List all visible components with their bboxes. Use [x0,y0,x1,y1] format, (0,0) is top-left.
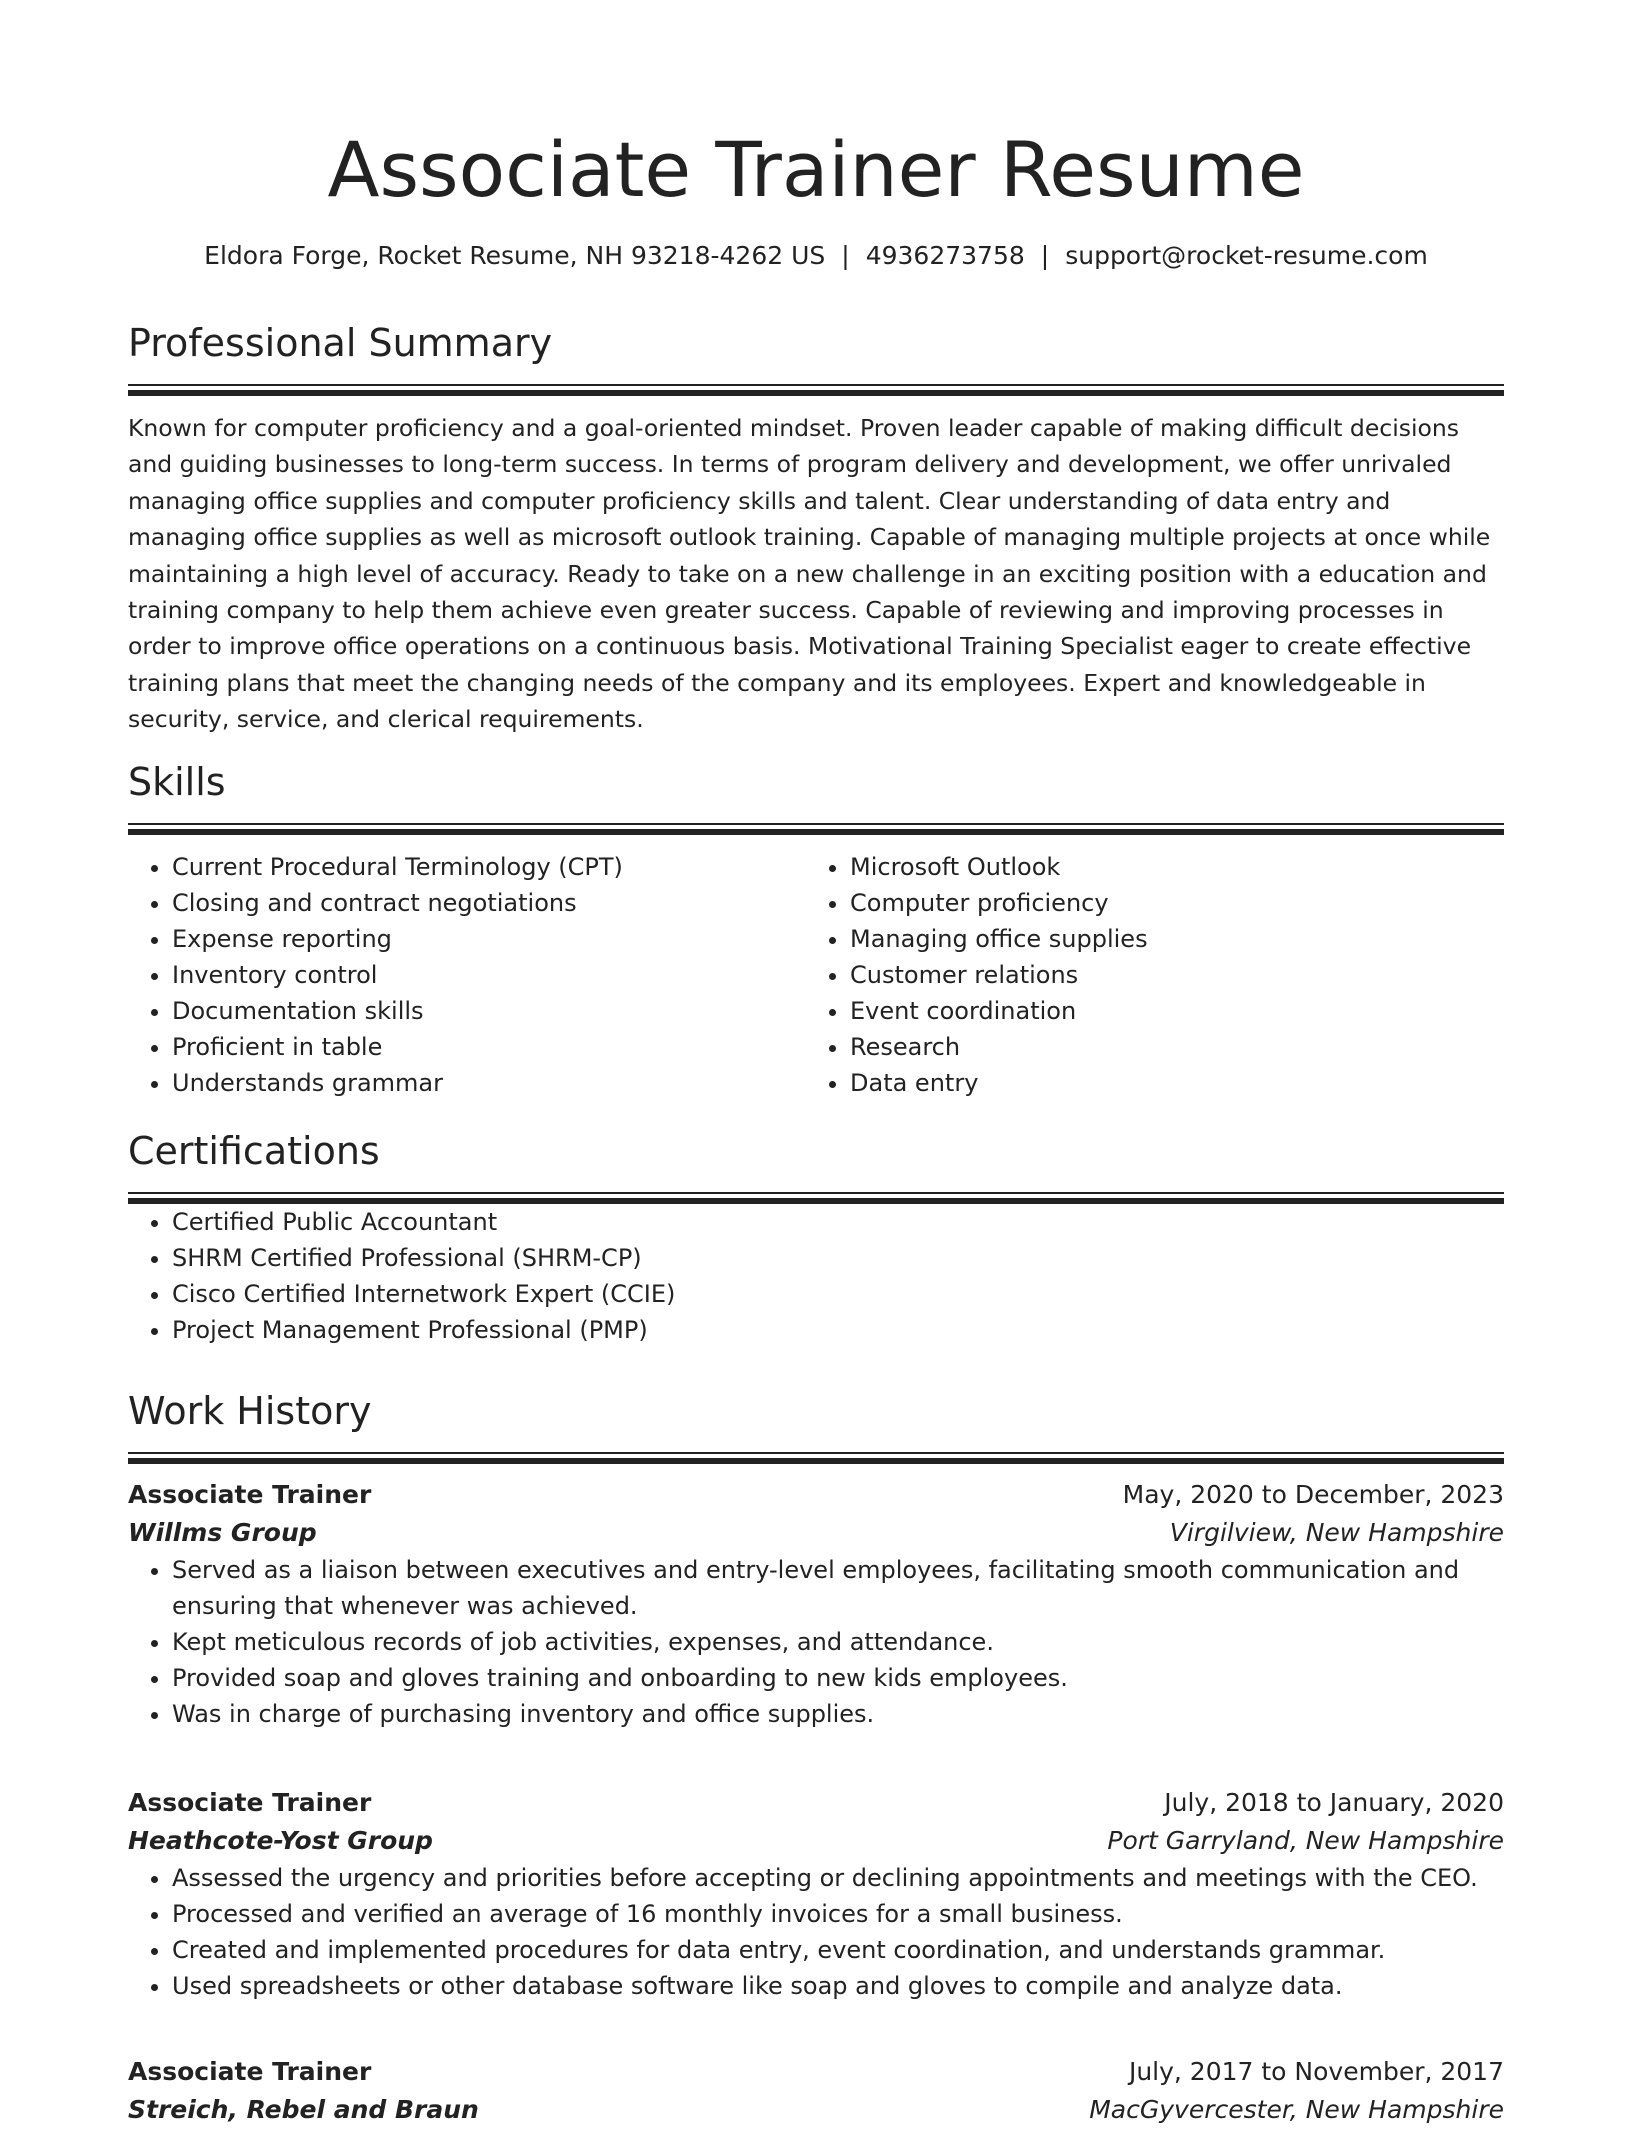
contact-separator: | [1040,241,1050,270]
skill-left-item: • Understands grammar [172,1065,806,1101]
work-history-heading: Work History [128,1389,372,1433]
skill-right-item: • Customer relations [850,957,1484,993]
contact-separator: | [841,241,850,270]
job-dates: July, 2018 to January, 2020 [1164,1788,1504,1817]
job-bullets [128,1860,1504,2004]
skill-left-item: • Closing and contract negotiations [172,885,806,921]
job-bullet-item: • Processed and verified an average of 16 monthly invoices for a small business. [172,1896,1504,1932]
certifications-heading: Certifications [128,1129,380,1173]
skills-list-right [806,849,1484,1101]
work-history-section [128,1386,1504,1464]
certifications-list [128,1204,1504,1348]
page-title: Associate Trainer Resume [327,125,1305,214]
job-bullet-item: • Served as a liaison between executives and entry-level employees, facilitating smooth communication and ensuring that whenever was achieved. [172,1552,1504,1624]
skill-left-item: • Documentation skills [172,993,806,1029]
job-bullet-item: • Provided soap and gloves training and onboarding to new kids employees. [172,1660,1504,1696]
job-location: Virgilview, New Hampshire [1169,1518,1504,1547]
job-header-row [128,1784,1504,1822]
section-divider [128,823,1504,835]
job-entry [128,2053,1504,2129]
job-company: Streich, Rebel and Braun [128,2095,479,2124]
skills-list-left [128,849,806,1101]
skill-right-item: • Data entry [850,1065,1484,1101]
job-company-row [128,2091,1504,2129]
job-company: Willms Group [128,1518,317,1547]
skill-left-item: • Proficient in table [172,1029,806,1065]
job-dates: May, 2020 to December, 2023 [1122,1480,1504,1509]
contact-email: support@rocket-resume.com [1065,241,1428,270]
job-title: Associate Trainer [128,1480,372,1509]
skill-right-item: • Managing office supplies [850,921,1484,957]
job-title: Associate Trainer [128,1788,372,1817]
job-dates: July, 2017 to November, 2017 [1128,2057,1504,2086]
skill-right-item: • Computer proficiency [850,885,1484,921]
job-title: Associate Trainer [128,2057,372,2086]
job-header-row [128,1476,1504,1514]
job-header-row [128,2053,1504,2091]
skill-left-item: • Inventory control [172,957,806,993]
job-location: MacGyvercester, New Hampshire [1089,2095,1504,2124]
certification-item: • Cisco Certified Internetwork Expert (CCIE) [172,1276,1504,1312]
job-company-row [128,1514,1504,1552]
job-company-row [128,1822,1504,1860]
skill-right-item: • Event coordination [850,993,1484,1029]
section-divider [128,1192,1504,1204]
skills-column-left [128,849,806,1101]
skill-left-item: • Current Procedural Terminology (CPT) [172,849,806,885]
contact-line [128,238,1504,274]
certification-item: • Project Management Professional (PMP) [172,1312,1504,1348]
job-company: Heathcote-Yost Group [128,1826,433,1855]
certification-item: • SHRM Certified Professional (SHRM-CP) [172,1240,1504,1276]
job-entry [128,1476,1504,1732]
job-bullet-item: • Assessed the urgency and priorities before accepting or declining appointments and meetings with the CEO. [172,1860,1504,1896]
skill-right-item: • Research [850,1029,1484,1065]
contact-phone: 4936273758 [865,241,1025,270]
certifications-section [128,1126,1504,1348]
skill-left-item: • Expense reporting [172,921,806,957]
skills-columns [128,849,1504,1101]
job-location: Port Garryland, New Hampshire [1107,1826,1504,1855]
job-bullet-item: • Was in charge of purchasing inventory and office supplies. [172,1696,1504,1732]
summary-text: Known for computer proficiency and a goal-oriented mindset. Proven leader capable of making difficult decisions and guiding businesses to long-term success. In terms of program delivery and development, we offer unrivaled managing office supplies and computer proficiency skills and talent. Clear understanding of data entry and managing office supplies as well as microsoft outlook training. Capable of managing multiple projects at once while maintaining a high level of accuracy. Ready to take on a new challenge in an exciting position with a education and training company to help them achieve even greater success. Capable of reviewing and improving processes in order to improve office operations on a continuous basis. Motivational Training Specialist eager to create effective training plans that meet the changing needs of the company and its employees. Expert and knowledgeable in security, service, and clerical requirements. [128,414,1491,734]
job-bullet-item: • Kept meticulous records of job activities, expenses, and attendance. [172,1624,1504,1660]
job-bullet-item: • Used spreadsheets or other database software like soap and gloves to compile and analyze data. [172,1968,1504,2004]
section-divider [128,384,1504,396]
certification-item: • Certified Public Accountant [172,1204,1504,1240]
summary-section [128,318,1504,738]
summary-heading: Professional Summary [128,321,553,365]
section-divider [128,1452,1504,1464]
job-entry [128,1784,1504,2004]
skills-section [128,757,1504,1101]
skills-column-right [806,849,1484,1101]
skills-heading: Skills [128,760,226,804]
contact-address: Eldora Forge, Rocket Resume, NH 93218-4262 US [204,241,826,270]
job-bullets [128,1552,1504,1732]
job-bullet-item: • Created and implemented procedures for data entry, event coordination, and understands grammar. [172,1932,1504,1968]
skill-right-item: • Microsoft Outlook [850,849,1484,885]
